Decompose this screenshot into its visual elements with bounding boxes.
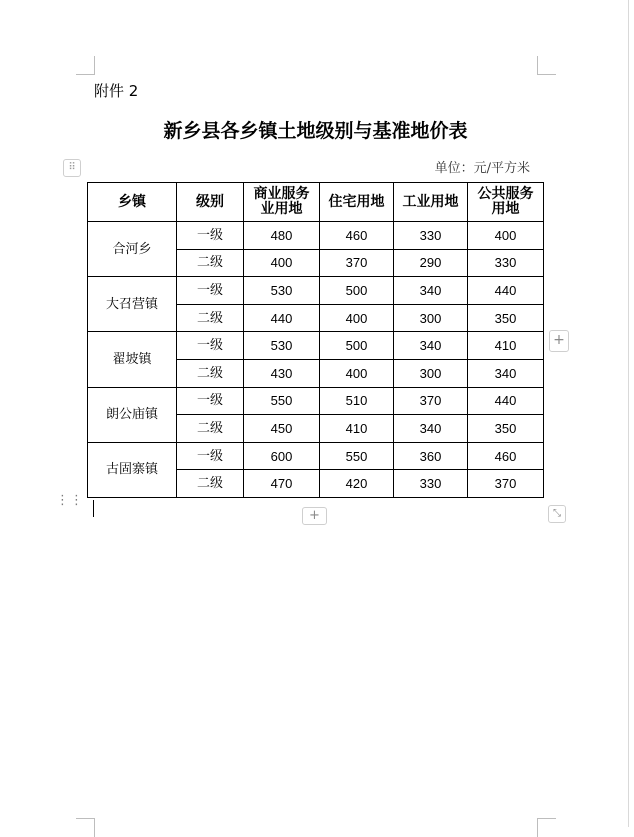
commercial-price-cell[interactable]: 400 — [244, 249, 320, 277]
level-cell[interactable]: 二级 — [177, 359, 244, 387]
level-cell[interactable]: 二级 — [177, 304, 244, 332]
public-price-cell[interactable]: 370 — [468, 470, 544, 498]
commercial-price-cell[interactable]: 470 — [244, 470, 320, 498]
grid-handle-icon[interactable]: ⠿ — [63, 159, 81, 177]
table-row — [88, 442, 544, 470]
industrial-price-cell[interactable]: 330 — [394, 222, 468, 250]
commercial-price-cell[interactable]: 430 — [244, 359, 320, 387]
commercial-price-cell[interactable]: 450 — [244, 415, 320, 443]
industrial-price-cell[interactable]: 330 — [394, 470, 468, 498]
public-price-cell[interactable]: 330 — [468, 249, 544, 277]
table-row — [88, 387, 544, 415]
margin-corner-top-right — [537, 56, 556, 75]
residential-price-cell[interactable]: 500 — [320, 332, 394, 360]
residential-price-cell[interactable]: 410 — [320, 415, 394, 443]
header-commercial — [244, 183, 320, 222]
residential-price-cell[interactable]: 400 — [320, 359, 394, 387]
residential-price-cell[interactable]: 420 — [320, 470, 394, 498]
public-price-cell[interactable]: 440 — [468, 277, 544, 305]
residential-price-cell[interactable]: 500 — [320, 277, 394, 305]
industrial-price-cell[interactable]: 300 — [394, 359, 468, 387]
town-cell[interactable]: 翟坡镇 — [88, 332, 177, 387]
town-cell[interactable]: 大召营镇 — [88, 277, 177, 332]
residential-price-cell[interactable]: 550 — [320, 442, 394, 470]
attachment-label: 附件 2 — [94, 82, 139, 100]
residential-price-cell[interactable]: 370 — [320, 249, 394, 277]
town-cell[interactable]: 合河乡 — [88, 222, 177, 277]
residential-price-cell[interactable]: 460 — [320, 222, 394, 250]
header-residential: 住宅用地 — [320, 183, 394, 222]
commercial-price-cell[interactable]: 600 — [244, 442, 320, 470]
residential-price-cell[interactable]: 510 — [320, 387, 394, 415]
industrial-price-cell[interactable]: 290 — [394, 249, 468, 277]
commercial-price-cell[interactable]: 530 — [244, 277, 320, 305]
industrial-price-cell[interactable]: 370 — [394, 387, 468, 415]
town-cell[interactable]: 朗公庙镇 — [88, 387, 177, 442]
header-public-line1: 公共服务 — [477, 186, 534, 202]
margin-corner-bottom-left — [76, 818, 95, 837]
drag-dots-icon[interactable]: ⋮⋮ — [56, 493, 84, 508]
commercial-price-cell[interactable]: 530 — [244, 332, 320, 360]
town-cell[interactable]: 古固寨镇 — [88, 442, 177, 497]
land-price-table — [87, 182, 544, 498]
table-resize-button[interactable] — [548, 505, 566, 523]
commercial-price-cell[interactable]: 480 — [244, 222, 320, 250]
level-cell[interactable]: 一级 — [177, 387, 244, 415]
table-row — [88, 222, 544, 250]
text-cursor — [93, 500, 94, 517]
header-commercial-line2: 业用地 — [260, 201, 303, 217]
level-cell[interactable]: 二级 — [177, 249, 244, 277]
plus-icon: + — [553, 332, 565, 348]
margin-corner-top-left — [76, 56, 95, 75]
header-public — [468, 183, 544, 222]
table-row — [88, 277, 544, 305]
header-town: 乡镇 — [88, 183, 177, 222]
level-cell[interactable]: 一级 — [177, 332, 244, 360]
document-title: 新乡县各乡镇土地级别与基准地价表 — [163, 120, 468, 142]
plus-icon: + — [309, 508, 320, 523]
industrial-price-cell[interactable]: 300 — [394, 304, 468, 332]
public-price-cell[interactable]: 350 — [468, 304, 544, 332]
add-column-button[interactable] — [549, 330, 569, 352]
commercial-price-cell[interactable]: 440 — [244, 304, 320, 332]
header-industrial: 工业用地 — [394, 183, 468, 222]
public-price-cell[interactable]: 440 — [468, 387, 544, 415]
industrial-price-cell[interactable]: 340 — [394, 415, 468, 443]
residential-price-cell[interactable]: 400 — [320, 304, 394, 332]
add-row-button[interactable] — [302, 507, 327, 525]
commercial-price-cell[interactable]: 550 — [244, 387, 320, 415]
public-price-cell[interactable]: 460 — [468, 442, 544, 470]
level-cell[interactable]: 二级 — [177, 470, 244, 498]
industrial-price-cell[interactable]: 340 — [394, 332, 468, 360]
industrial-price-cell[interactable]: 360 — [394, 442, 468, 470]
header-level: 级别 — [177, 183, 244, 222]
level-cell[interactable]: 一级 — [177, 277, 244, 305]
header-public-line2: 用地 — [491, 201, 520, 217]
public-price-cell[interactable]: 340 — [468, 359, 544, 387]
unit-label: 单位：元/平方米 — [434, 161, 530, 176]
public-price-cell[interactable]: 400 — [468, 222, 544, 250]
table-row — [88, 332, 544, 360]
level-cell[interactable]: 二级 — [177, 415, 244, 443]
margin-corner-bottom-right — [537, 818, 556, 837]
resize-corner-icon: ⤡ — [553, 508, 561, 519]
header-commercial-line1: 商业服务 — [253, 186, 310, 202]
industrial-price-cell[interactable]: 340 — [394, 277, 468, 305]
public-price-cell[interactable]: 350 — [468, 415, 544, 443]
table-header-row — [88, 183, 544, 222]
level-cell[interactable]: 一级 — [177, 442, 244, 470]
public-price-cell[interactable]: 410 — [468, 332, 544, 360]
level-cell[interactable]: 一级 — [177, 222, 244, 250]
